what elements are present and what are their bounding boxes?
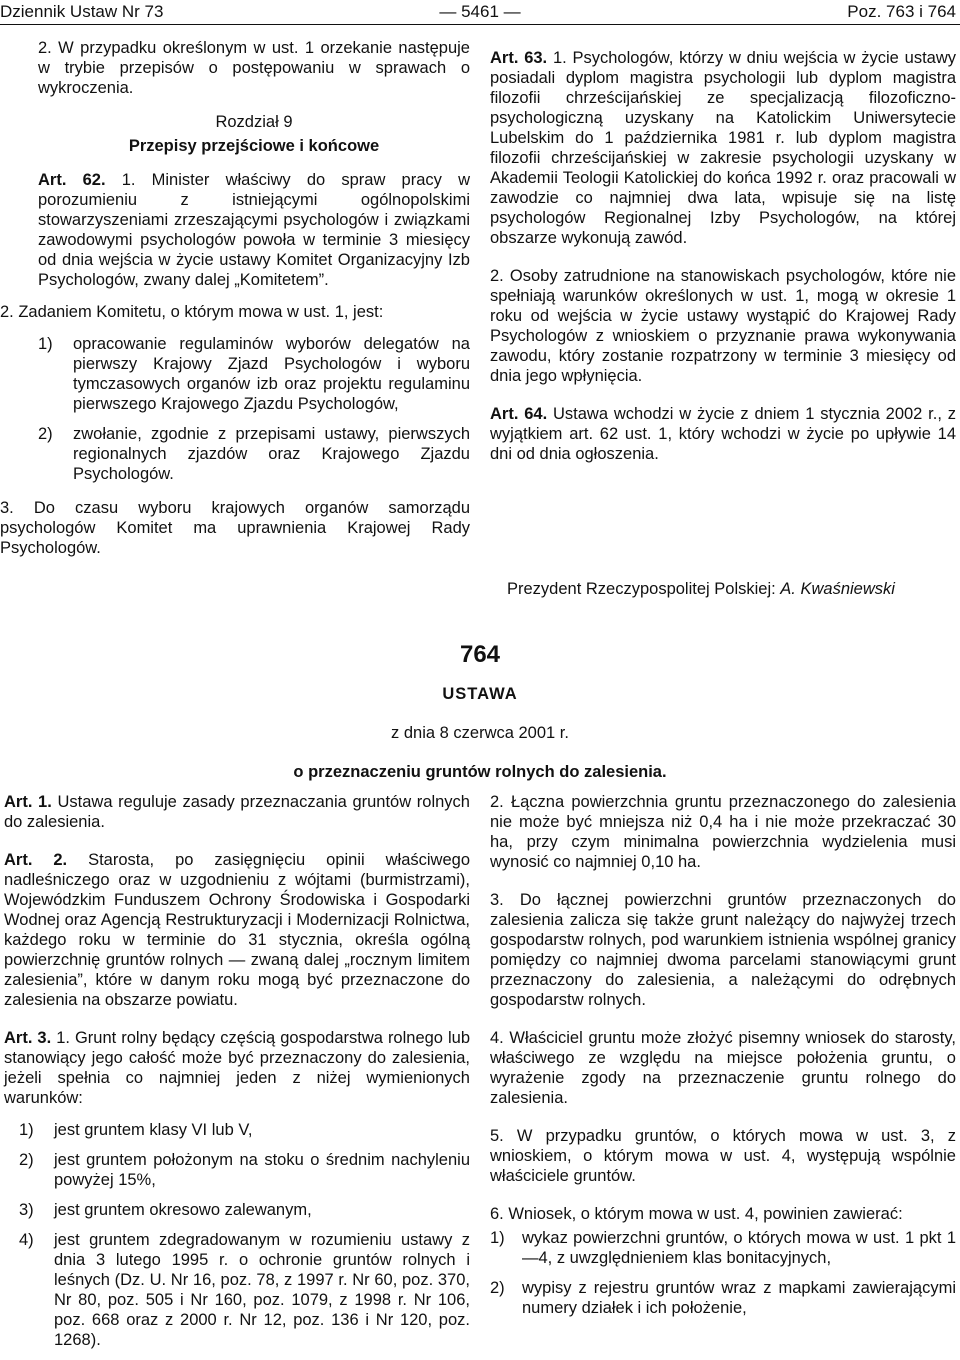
- list-text: jest gruntem położonym na stoku o średnim nachyleniu powyżej 15%,: [54, 1151, 470, 1189]
- list-text: wypisy z rejestru gruntów wraz z mapkami zawierającymi numery działek i ich położenie,: [522, 1279, 956, 1317]
- list-item: [4, 1120, 470, 1140]
- article-1: [4, 792, 470, 832]
- list-num: 1): [38, 335, 53, 353]
- paragraph: 3. Do czasu wyboru krajowych organów samorządu psychologów Komitet ma uprawnienia Krajowej Rady Psychologów.: [0, 499, 470, 557]
- list-item: [4, 1150, 470, 1190]
- article-text: Ustawa reguluje zasady przeznaczania gruntów rolnych do zalesienia.: [4, 793, 470, 831]
- act-title: o przeznaczeniu gruntów rolnych do zalesienia.: [293, 763, 667, 781]
- list-num: 1): [19, 1121, 34, 1139]
- paragraph: 4. Właściciel gruntu może złożyć pisemny wniosek do starosty, właściwego ze względu na miejsce położenia gruntu, o wyrażenie zgody na przeznaczenie gruntu rolnego do zalesienia.: [490, 1029, 956, 1107]
- article-label: Art. 1.: [4, 793, 52, 811]
- article-62: [38, 170, 470, 290]
- signature-name: A. Kwaśniewski: [780, 580, 895, 598]
- article-text: Starosta, po zasięgnięciu opinii właściwego nadleśniczego oraz w uzgodnieniu z wójtami (burmistrzami), Wojewódzkim Funduszem Ochrony Środowiska i Gospodarki Wodnej oraz Agencją Restrukturyzacji i Modernizacji Rolnictwa, każdego roku w terminie do 31 stycznia, określa ogólną powierzchnię gruntów rolnych — zwaną dalej „rocznym limitem zalesienia”, które w danym roku mogą być przeznaczone do zalesienia na obszarze powiatu.: [4, 851, 470, 1009]
- article-text: 1. Minister właściwy do spraw pracy w porozumieniu z istniejącymi ogólnopolskimi stowarzyszeniami zrzeszającymi psychologów i związkami zawodowymi psychologów powoła w terminie 3 miesięcy od dnia wejścia w życie ustawy Komitet Organizacyjny Izb Psychologów, zwany dalej „Komitetem”.: [38, 171, 471, 289]
- list-item: [38, 334, 470, 414]
- page-number: — 5461 —: [439, 2, 521, 21]
- paragraph: 5. W przypadku gruntów, o których mowa w ust. 3, z wnioskiem, o którym mowa w ust. 4, występują wspólnie właściciele gruntów.: [490, 1127, 956, 1185]
- paragraph: 6. Wniosek, o którym mowa w ust. 4, powinien zawierać:: [490, 1205, 903, 1223]
- list-num: 2): [19, 1151, 34, 1169]
- act-date: z dnia 8 czerwca 2001 r.: [391, 724, 569, 742]
- article-64: [490, 404, 956, 464]
- signature-prefix: Prezydent Rzeczypospolitej Polskiej:: [507, 580, 781, 598]
- journal-title: Dziennik Ustaw Nr 73: [0, 2, 164, 21]
- chapter-number: Rozdział 9: [215, 113, 293, 131]
- article-label: Art. 64.: [490, 405, 548, 423]
- list-num: 3): [19, 1201, 34, 1219]
- act-number: 764: [459, 641, 501, 668]
- paragraph: 3. Do łącznej powierzchni gruntów przeznaczonych do zalesienia zalicza się także grunt należący do najwyżej trzech gospodarstw rolnych, pod warunkiem istnienia wspólnej granicy pomiędzy co najmniej dwoma parcelami stanowiącymi grunt przeznaczony do zalesienia, a należącymi do odrębnych gospodarstw rolnych.: [490, 891, 956, 1009]
- list-text: jest gruntem zdegradowanym w rozumieniu ustawy z dnia 3 lutego 1995 r. o ochronie gruntów rolnych i leśnych (Dz. U. Nr 16, poz. 78, z 1997 r. Nr 60, poz. 370, Nr 80, poz. 505 i Nr 160, poz. 1079, z 1998 r. Nr 106, poz. 668 oraz z 2000 r. Nr 12, poz. 136 i Nr 120, poz. 1268).: [54, 1231, 470, 1349]
- article-63: [490, 48, 956, 248]
- article-2: [4, 850, 470, 1010]
- paragraph: 2. Zadaniem Komitetu, o którym mowa w ust. 1, jest:: [0, 303, 384, 321]
- act-kind: USTAWA: [442, 685, 518, 703]
- page-header: [0, 0, 960, 28]
- paragraph: 2. W przypadku określonym w ust. 1 orzekanie następuje w trybie przepisów o postępowaniu w sprawach o wykroczenia.: [38, 39, 470, 97]
- article-3: [4, 1028, 470, 1108]
- upper-right-column: [490, 48, 956, 476]
- article-label: Art. 2.: [4, 851, 68, 869]
- article-label: Art. 3.: [4, 1029, 52, 1047]
- upper-left-column: [0, 38, 471, 570]
- header-rule: [0, 24, 960, 25]
- position-ref: Poz. 763 i 764: [847, 2, 956, 21]
- list-item: [4, 1230, 470, 1350]
- list-text: jest gruntem klasy VI lub V,: [54, 1121, 253, 1139]
- lower-left-column: [4, 792, 470, 1360]
- list-num: 2): [490, 1279, 505, 1297]
- list-num: 2): [38, 425, 53, 443]
- list-item: [490, 1228, 956, 1268]
- list-num: 4): [19, 1231, 34, 1249]
- signature: [507, 579, 957, 599]
- list-item: [4, 1200, 470, 1220]
- list-text: jest gruntem okresowo zalewanym,: [54, 1201, 312, 1219]
- paragraph: 2. Łączna powierzchnia gruntu przeznaczonego do zalesienia nie może być mniejsza niż 0,4 ha i nie może przekraczać 30 ha, przy czym minimalna powierzchnia wydzielenia musi wynosić co najmniej 0,10 ha.: [490, 793, 956, 871]
- article-text: 1. Grunt rolny będący częścią gospodarstwa rolnego lub stanowiący jego całość może być przeznaczony do zalesienia, jeżeli spełnia co najmniej jeden z niżej wymienionych warunków:: [4, 1029, 471, 1107]
- article-text: Ustawa wchodzi w życie z dniem 1 stycznia 2002 r., z wyjątkiem art. 62 ust. 1, który wchodzi w życie po upływie 14 dni od dnia ogłoszenia.: [490, 405, 956, 463]
- list-num: 1): [490, 1229, 505, 1247]
- paragraph: 2. Osoby zatrudnione na stanowiskach psychologów, które nie spełniają warunków określonych w ust. 1, mogą w okresie 1 roku od wejścia w życie ustawy wystąpić do Krajowej Rady Psychologów z wnioskiem o przyznanie prawa wykonywania zawodu, który zostanie rozpatrzony w terminie 3 miesięcy od dnia jego wpłynięcia.: [490, 267, 956, 385]
- list-item: [38, 424, 470, 484]
- article-label: Art. 63.: [490, 49, 548, 67]
- chapter-title: Przepisy przejściowe i końcowe: [128, 137, 380, 155]
- lower-right-column: [490, 792, 956, 1328]
- article-label: Art. 62.: [38, 171, 106, 189]
- list-text: zwołanie, zgodnie z przepisami ustawy, pierwszych regionalnych zjazdów oraz Krajowego Zjazdu Psychologów.: [73, 425, 470, 483]
- list-text: wykaz powierzchni gruntów, o których mowa w ust. 1 pkt 1—4, z uwzględnieniem klas bonitacyjnych,: [522, 1229, 956, 1267]
- list-text: opracowanie regulaminów wyborów delegatów na pierwszy Krajowy Zjazd Psychologów i wyboru tymczasowych organów izb oraz projektu regulaminu pierwszego Krajowego Zjazdu Psychologów,: [73, 335, 470, 413]
- list-item: [490, 1278, 956, 1318]
- article-text: 1. Psychologów, którzy w dniu wejścia w życie ustawy posiadali dyplom magistra psychologii lub dyplom magistra filozofii chrześcijańskiej ze specjalizacją filozoficzno-psychologiczną uzyskany na Katolickim Uniwersytecie Lubelskim do 1 października 1981 r. lub dyplom magistra filozofii chrześcijańskiej w zakresie psychologii uzyskany w Akademii Teologii Katolickiej do końca 1992 r. oraz pracowali w zawodzie co najmniej dwa lata, wpisuje się na listę psychologów Regionalnej Izby Psychologów, na której obszarze wykonują zawód.: [490, 49, 957, 247]
